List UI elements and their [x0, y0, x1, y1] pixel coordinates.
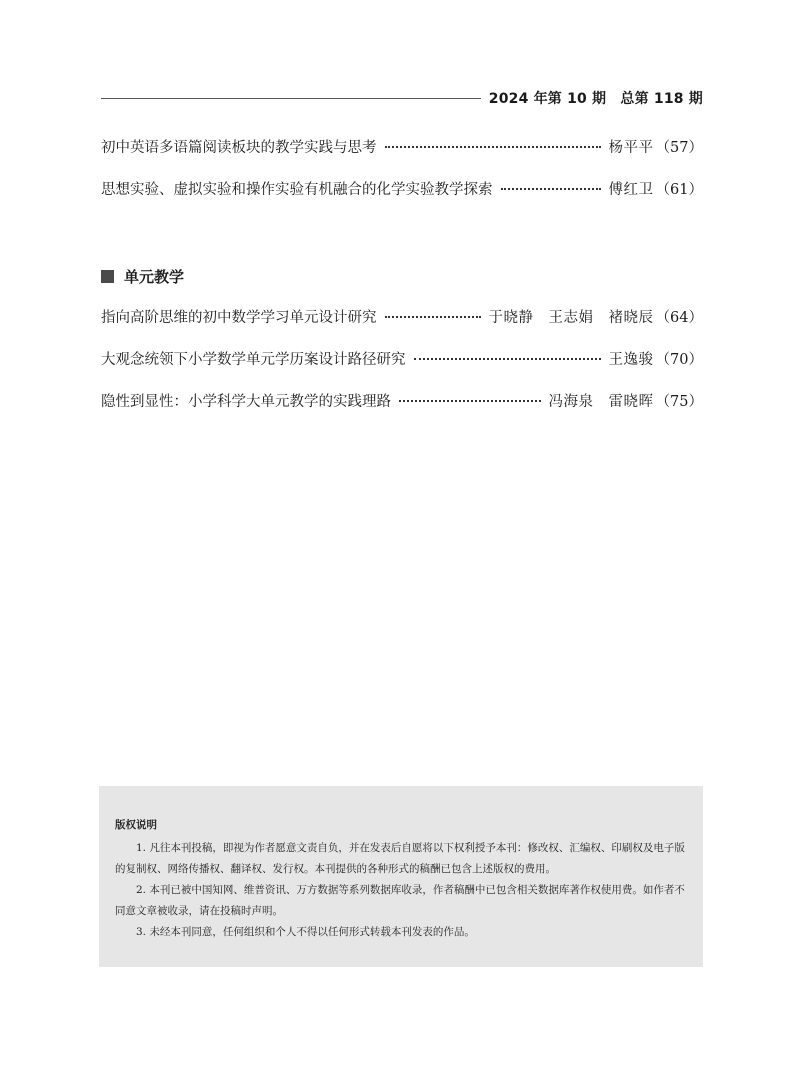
- copyright-notice: [99, 786, 703, 967]
- toc-entry-author: 杨平平: [608, 140, 654, 156]
- toc-entry-page: （70）: [655, 352, 703, 368]
- toc-entry-author: 冯海泉 雷晓晖: [548, 394, 654, 410]
- toc-entry[interactable]: [101, 180, 703, 200]
- toc-entry-title: 思想实验、虚拟实验和操作实验有机融合的化学实验教学探索: [101, 182, 493, 198]
- section-heading: [101, 266, 184, 287]
- copyright-paragraph: 1. 凡往本刊投稿，即视为作者愿意文责自负，并在发表后自愿将以下权利授予本刊：修改权、汇编权、印刷权及电子版的复制权、网络传播权、翻译权、发行权。本刊提供的各种形式的稿酬已包含上述版权的费用。: [115, 842, 685, 875]
- toc-entry-title: 初中英语多语篇阅读板块的教学实践与思考: [101, 140, 377, 156]
- copyright-title: 版权说明: [115, 819, 157, 831]
- toc-dot-leader: [501, 188, 601, 190]
- copyright-paragraph: 2. 本刊已被中国知网、维普资讯、万方数据等系列数据库收录，作者稿酬中已包含相关数据库著作权使用费。如作者不同意文章被收录，请在投稿时声明。: [115, 884, 685, 917]
- page-header: [101, 88, 703, 108]
- toc-entry-author: 于晓静 王志娟 褚晓辰: [488, 310, 654, 326]
- toc-entry-author: 傅红卫: [608, 182, 654, 198]
- toc-entry-page: （57）: [655, 140, 703, 156]
- toc-entry-page: （64）: [655, 310, 703, 326]
- toc-entry-author: 王逸骏: [608, 352, 654, 368]
- toc-entry[interactable]: [101, 308, 703, 328]
- toc-entry-page: （75）: [655, 394, 703, 410]
- copyright-paragraph: 3. 未经本刊同意，任何组织和个人不得以任何形式转载本刊发表的作品。: [136, 926, 475, 938]
- section-title: 单元教学: [124, 268, 185, 286]
- toc-entry[interactable]: [101, 138, 703, 158]
- toc-dot-leader: [385, 316, 481, 318]
- toc-entry[interactable]: [101, 392, 703, 412]
- section-square-icon: [101, 270, 114, 283]
- toc-entry-title: 大观念统领下小学数学单元学历案设计路径研究: [101, 352, 406, 368]
- header-rule: [101, 98, 481, 99]
- issue-label: 2024 年第 10 期 总第 118 期: [488, 91, 703, 107]
- toc-dot-leader: [414, 358, 601, 360]
- toc-entry-page: （61）: [655, 182, 703, 198]
- toc-dot-leader: [399, 400, 541, 402]
- toc-entry-title: 隐性到显性：小学科学大单元教学的实践理路: [101, 394, 391, 410]
- toc-dot-leader: [385, 146, 601, 148]
- toc-entry[interactable]: [101, 350, 703, 370]
- toc-entry-title: 指向高阶思维的初中数学学习单元设计研究: [101, 310, 377, 326]
